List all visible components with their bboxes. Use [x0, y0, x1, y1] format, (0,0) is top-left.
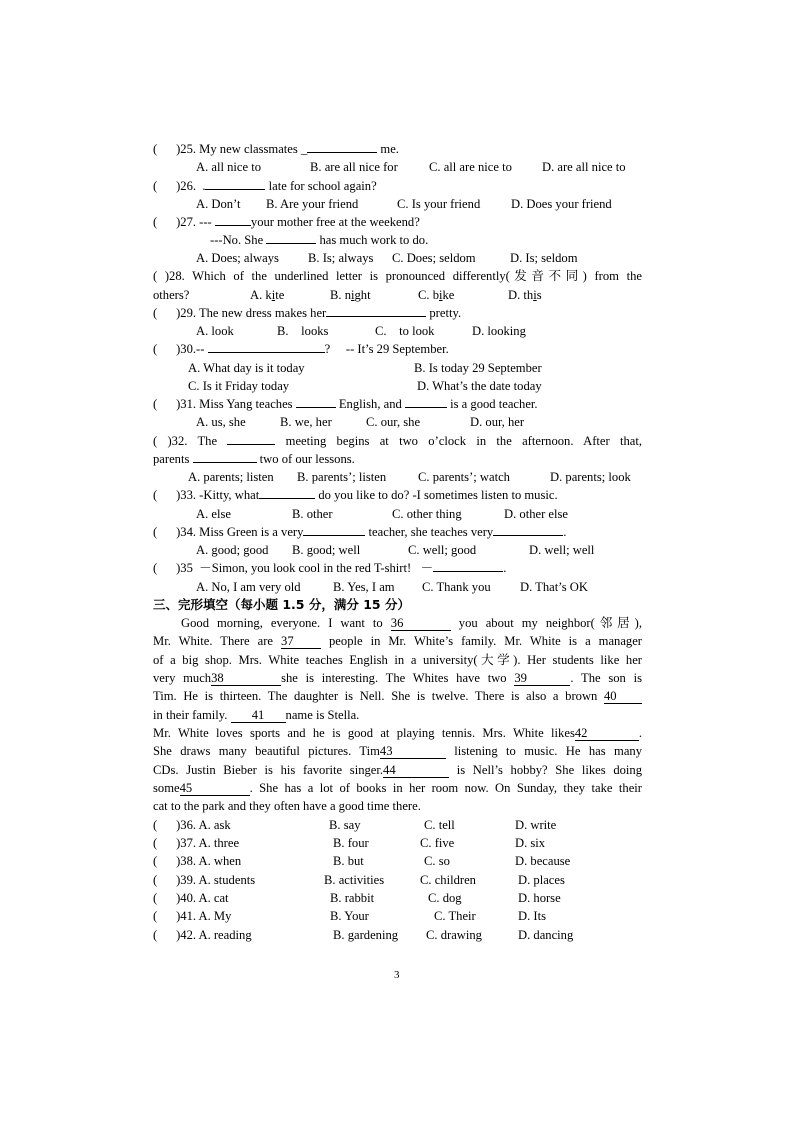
option-b: B. are all nice for — [310, 160, 398, 174]
question-34-stem: ( )34. Miss Green is a very teacher, she teaches very . — [153, 525, 567, 539]
passage-line-2: Mr. White. There are 37 people in Mr. White’s family. Mr. White is a manager — [153, 634, 643, 648]
option-a: A. kite — [250, 288, 285, 302]
option-a: A. parents; listen — [188, 470, 274, 484]
option-d: D. What’s the date today — [417, 379, 542, 393]
option-b: B. looks — [277, 324, 329, 338]
option-b: B. Yes, I am — [333, 580, 395, 594]
option-c: C. Is your friend — [397, 197, 481, 211]
option-d: D. looking — [472, 324, 526, 338]
cloze-item-42: ( )42. A. reading B. gardening C. drawing D. dancing — [153, 928, 574, 942]
cloze-item-36: ( )36. A. ask B. say C. tell D. write — [153, 818, 557, 832]
question-28-stem: ( )28. Which of the underlined letter is pronounced differently(发音不同) from the — [153, 269, 642, 283]
option-a: A. all nice to — [196, 160, 262, 174]
question-30-stem: ( )30.-- ? -- It’s 29 September. — [153, 342, 449, 356]
blank-43: 43 — [380, 744, 446, 759]
option-d: D. Is; seldom — [510, 251, 578, 265]
option-c: C. parents’; watch — [418, 470, 510, 484]
answer-blank — [326, 304, 426, 317]
blank-44: 44 — [383, 763, 449, 778]
passage-line-3: of a big shop. Mrs. White teaches English in a university(大学). Her students like her — [153, 653, 642, 667]
option-a: A. else — [196, 507, 231, 521]
option-b: B. Is today 29 September — [414, 361, 542, 375]
blank-36: 36 — [391, 616, 451, 631]
option-d: D. this — [508, 288, 542, 302]
blank-45: 45 — [180, 781, 250, 796]
question-31-stem: ( )31. Miss Yang teaches English, and is a good teacher. — [153, 397, 538, 411]
question-35-stem: ( )35 －Simon, you look cool in the red T-shirt! － . — [153, 561, 507, 575]
option-c: C. Does; seldom — [392, 251, 476, 265]
option-c: C. to look — [375, 324, 435, 338]
option-b: B. Are your friend — [266, 197, 359, 211]
answer-blank — [215, 213, 251, 226]
cloze-item-37: ( )37. A. three B. four C. five D. six — [153, 836, 546, 850]
blank-41: 41 — [231, 708, 286, 723]
blank-38: 38 — [211, 671, 281, 686]
passage-line-7: Mr. White loves sports and he is good at playing tennis. Mrs. White likes42 . — [153, 726, 642, 740]
option-c: C. bike — [418, 288, 455, 302]
option-a: A. good; good — [196, 543, 269, 557]
question-25-stem: ( )25. My new classmates _ me. — [153, 142, 399, 156]
option-c: C. our, she — [366, 415, 421, 429]
option-b: B. we, her — [280, 415, 332, 429]
passage-line-6: in their family. 41 name is Stella. — [153, 708, 360, 722]
passage-line-4: very much38 she is interesting. The Whites have two 39 . The son is — [153, 671, 642, 685]
option-b: B. parents’; listen — [297, 470, 387, 484]
cloze-item-40: ( )40. A. cat B. rabbit C. dog D. horse — [153, 891, 561, 905]
option-a: A. us, she — [196, 415, 246, 429]
option-b: B. night — [330, 288, 371, 302]
option-a: A. Does; always — [196, 251, 279, 265]
option-a: A. look — [196, 324, 234, 338]
passage-line-5: Tim. He is thirteen. The daughter is Nell. She is twelve. There is also a brown 40 — [153, 687, 642, 705]
answer-blank — [266, 231, 316, 244]
question-32-line2: parents two of our lessons. — [153, 452, 355, 466]
option-c: C. well; good — [408, 543, 477, 557]
blank-37: 37 — [281, 634, 321, 649]
question-26-stem: ( )26. . late for school again? — [153, 179, 377, 193]
option-d: D. are all nice to — [542, 160, 626, 174]
option-d: D. Does your friend — [511, 197, 612, 211]
passage-line-10: some45 . She has a lot of books in her room now. On Sunday, they take their — [153, 781, 642, 795]
answer-blank — [493, 523, 563, 536]
passage-line-9: CDs. Justin Bieber is his favorite singer.44 is Nell’s hobby? She likes doing — [153, 763, 643, 777]
answer-blank — [296, 395, 336, 408]
option-d: D. well; well — [529, 543, 595, 557]
option-d: D. other else — [504, 507, 568, 521]
answer-blank — [303, 523, 365, 536]
question-33-stem: ( )33. -Kitty, what do you like to do? -I sometimes listen to music. — [153, 488, 558, 502]
blank-40: 40 — [604, 689, 642, 704]
question-32-stem: ( )32. The meeting begins at two o’clock in the afternoon. After that, — [153, 434, 642, 448]
question-27-line2: ---No. She has much work to do. — [210, 233, 429, 247]
option-d: D. parents; look — [550, 470, 631, 484]
answer-blank — [307, 140, 377, 153]
option-d: D. That’s OK — [520, 580, 588, 594]
option-c: C. other thing — [392, 507, 462, 521]
cloze-item-41: ( )41. A. My B. Your C. Their D. Its — [153, 909, 546, 923]
option-b: B. Is; always — [308, 251, 374, 265]
answer-blank — [227, 432, 275, 445]
option-c: C. all are nice to — [429, 160, 512, 174]
option-a: A. What day is it today — [188, 361, 305, 375]
option-a: A. No, I am very old — [196, 580, 301, 594]
cloze-item-39: ( )39. A. students B. activities C. children D. places — [153, 873, 565, 887]
answer-blank — [208, 340, 325, 353]
question-28-continued: others? — [153, 288, 190, 302]
question-29-stem: ( )29. The new dress makes her pretty. — [153, 306, 462, 320]
question-27-stem: ( )27. --- your mother free at the weekend? — [153, 215, 420, 229]
option-b: B. other — [292, 507, 333, 521]
passage-line-11: cat to the park and they often have a good time there. — [153, 799, 421, 813]
page-number: 3 — [394, 969, 400, 981]
answer-blank — [193, 450, 257, 463]
answer-blank — [259, 486, 315, 499]
option-b: B. good; well — [292, 543, 361, 557]
answer-blank — [205, 177, 265, 190]
option-d: D. our, her — [470, 415, 525, 429]
section-3-heading: 三、完形填空（每小题 1.5 分，满分 15 分） — [153, 597, 410, 612]
option-c: C. Is it Friday today — [188, 379, 290, 393]
answer-blank — [433, 559, 503, 572]
option-a: A. Don’t — [196, 197, 241, 211]
passage-line-1: Good morning, everyone. I want to 36 you about my neighbor(邻居), — [181, 616, 642, 630]
blank-39: 39 — [514, 671, 570, 686]
blank-42: 42 — [575, 726, 639, 741]
answer-blank — [405, 395, 447, 408]
passage-line-8: She draws many beautiful pictures. Tim43 listening to music. He has many — [153, 744, 642, 758]
cloze-item-38: ( )38. A. when B. but C. so D. because — [153, 854, 571, 868]
option-c: C. Thank you — [422, 580, 491, 594]
